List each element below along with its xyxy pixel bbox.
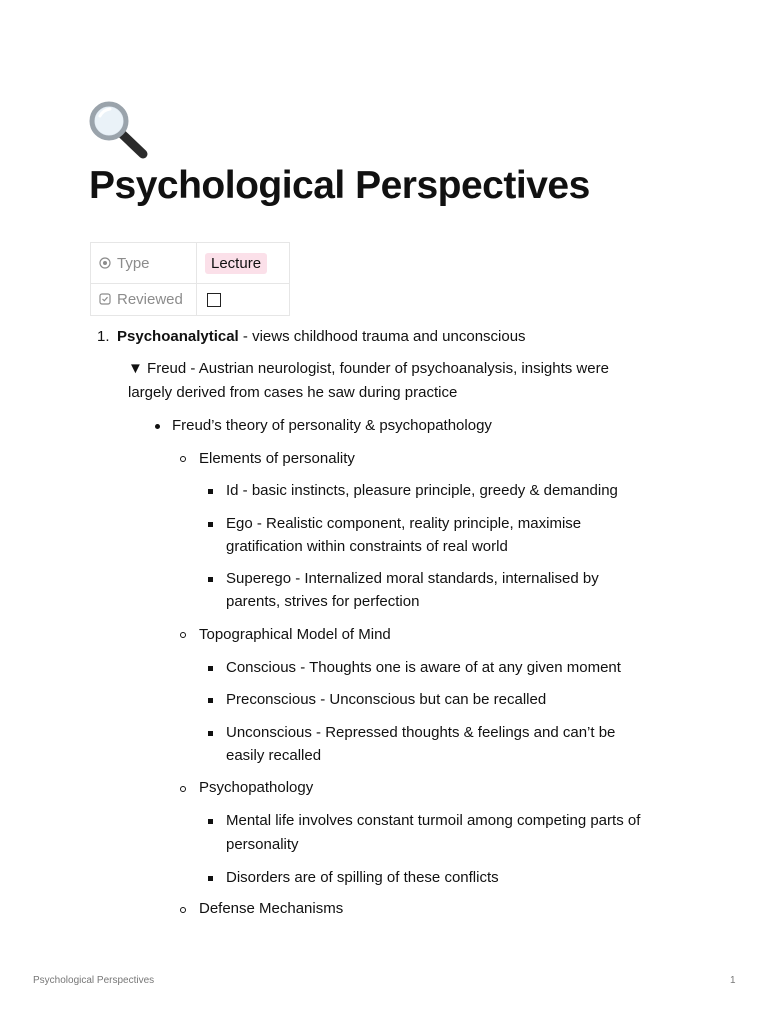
footer-title: Psychological Perspectives [33,975,155,986]
list-item-defense: Defense Mechanisms [199,900,344,917]
bullet-square-icon [208,666,213,671]
list-item-ego-line2: gratification within constraints of real world [226,538,508,555]
list-item-superego-line2: parents, strives for perfection [226,593,420,610]
property-value-type[interactable] [197,243,290,284]
list-item-bold: Psychoanalytical [117,328,239,345]
bullet-square-icon [208,819,213,824]
property-value-reviewed[interactable] [197,284,290,316]
toggle-triangle-icon[interactable]: ▼ [128,360,143,377]
list-item-preconscious: Preconscious - Unconscious but can be recalled [226,691,547,708]
list-item-id: Id - basic instincts, pleasure principle, greedy & demanding [226,482,618,499]
freud-toggle[interactable] [128,357,609,381]
list-item-psychoanalytical [117,325,526,349]
properties-table [90,242,290,316]
property-label-reviewed: Reviewed [117,291,183,308]
bullet-disc-icon [155,424,160,429]
property-label-type: Type [117,254,150,272]
list-number: 1. [97,328,110,345]
footer-page-number: 1 [730,975,736,986]
checkbox-icon [99,293,111,305]
bullet-square-icon [208,876,213,881]
list-item-elements: Elements of personality [199,450,355,467]
freud-text-line2: largely derived from cases he saw during practice [128,384,458,401]
list-item-psychopathology: Psychopathology [199,779,314,796]
property-row-reviewed [91,284,290,316]
target-icon [99,257,111,269]
property-name-reviewed [91,284,197,316]
bullet-circle-icon [180,456,186,462]
list-item-theory: Freud’s theory of personality & psychopathology [172,417,492,434]
bullet-circle-icon [180,786,186,792]
property-row-type [91,243,290,284]
bullet-square-icon [208,731,213,736]
bullet-circle-icon [180,632,186,638]
list-item-disorders: Disorders are of spilling of these conflicts [226,869,499,886]
property-name-type [91,243,197,284]
list-item-superego-line1: Superego - Internalized moral standards, internalised by [226,570,599,587]
list-item-topographical: Topographical Model of Mind [199,626,391,643]
list-item-text: - views childhood trauma and unconscious [238,328,526,345]
bullet-square-icon [208,698,213,703]
list-item-ego-line1: Ego - Realistic component, reality principle, maximise [226,515,582,532]
list-item-mental-life-line2: personality [226,836,299,853]
list-item-conscious: Conscious - Thoughts one is aware of at any given moment [226,659,621,676]
bullet-circle-icon [180,907,186,913]
reviewed-checkbox[interactable] [207,293,221,307]
list-item-unconscious-line1: Unconscious - Repressed thoughts & feelings and can’t be [226,724,616,741]
page-title: Psychological Perspectives [89,164,590,207]
list-item-mental-life-line1: Mental life involves constant turmoil among competing parts of [226,812,641,829]
magnifying-glass-icon [88,100,150,160]
bullet-square-icon [208,489,213,494]
freud-text-line1: Freud - Austrian neurologist, founder of psychoanalysis, insights were [147,360,609,377]
bullet-square-icon [208,522,213,527]
lecture-tag[interactable]: Lecture [205,253,267,274]
list-item-unconscious-line2: easily recalled [226,747,322,764]
bullet-square-icon [208,577,213,582]
